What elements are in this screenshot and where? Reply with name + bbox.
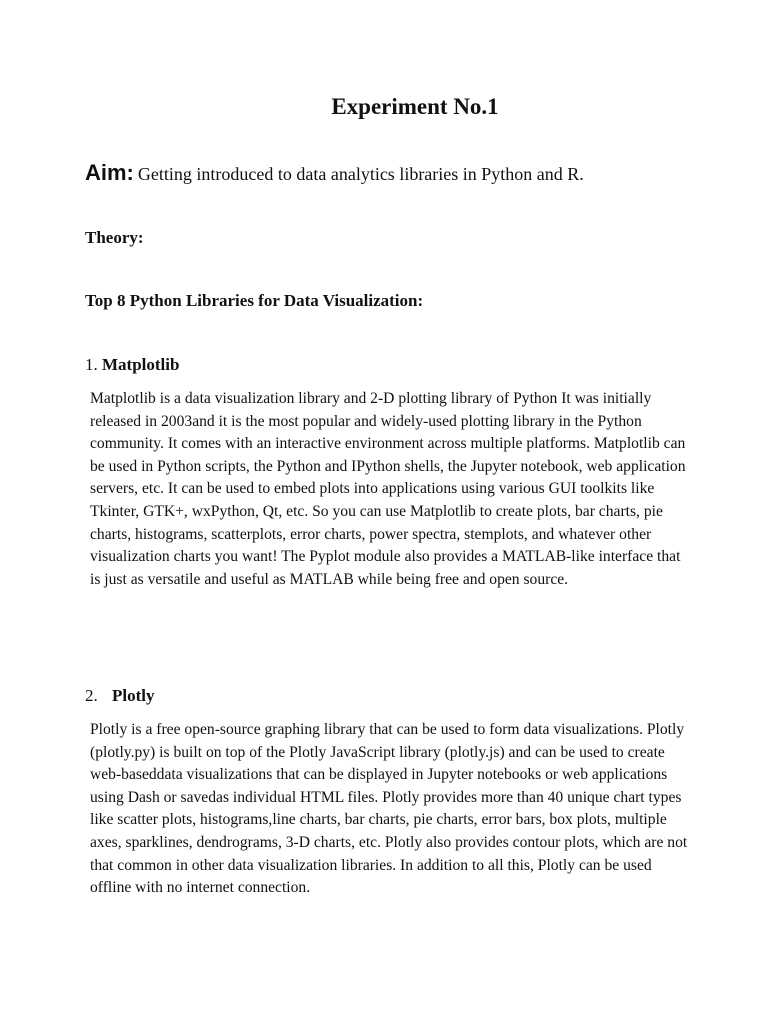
theory-heading: Theory: — [85, 228, 144, 247]
aim-line — [85, 160, 735, 186]
matplotlib-paragraph: Matplotlib is a data visualization library and 2-D plotting library of Python It was initially released in 2003and it is the most popular and widely-used plotting library in the Python community. It comes with an interactive environment across multiple platforms. Matplotlib can be used in Python scripts, the Python and IPython shells, the Jupyter notebook, web application servers, etc. It can be used to embed plots into applications using various GUI toolkits like Tkinter, GTK+, wxPython, Qt, etc. So you can use Matplotlib to create plots, bar charts, pie charts, histograms, scatterplots, error charts, power spectra, stemplots, and whatever other visualization charts you want! The Pyplot module also provides a MATLAB-like interface that is just as versatile and useful as MATLAB while being free and open source. — [90, 390, 686, 588]
plotly-paragraph: Plotly is a free open-source graphing library that can be used to form data visualizations. Plotly (plotly.py) is built on top of the Plotly JavaScript library (plotly.js) and can be used to create web-baseddata visualizations that can be displayed in Jupyter notebooks or web applications using Dash or savedas individual HTML files. Plotly provides more than 40 unique chart types like scatter plots, histograms,line charts, bar charts, pie charts, error bars, box plots, multiple axes, sparklines, dendrograms, 3-D charts, etc. Plotly also provides contour plots, which are not that common in other data visualization libraries. In addition to all this, Plotly can be used offline with no internet connection. — [90, 721, 688, 897]
libraries-heading: Top 8 Python Libraries for Data Visualization: — [85, 291, 424, 310]
section-number: 2. — [85, 686, 98, 705]
section-name: Matplotlib — [102, 355, 180, 374]
section-heading-plotly — [85, 686, 155, 706]
section-heading-matplotlib — [85, 355, 179, 375]
section-number: 1. — [85, 355, 98, 374]
aim-label: Aim: — [85, 160, 134, 185]
page-title: Experiment No.1 — [331, 94, 499, 119]
section-name: Plotly — [112, 686, 155, 705]
aim-text: Getting introduced to data analytics libraries in Python and R. — [137, 164, 584, 184]
